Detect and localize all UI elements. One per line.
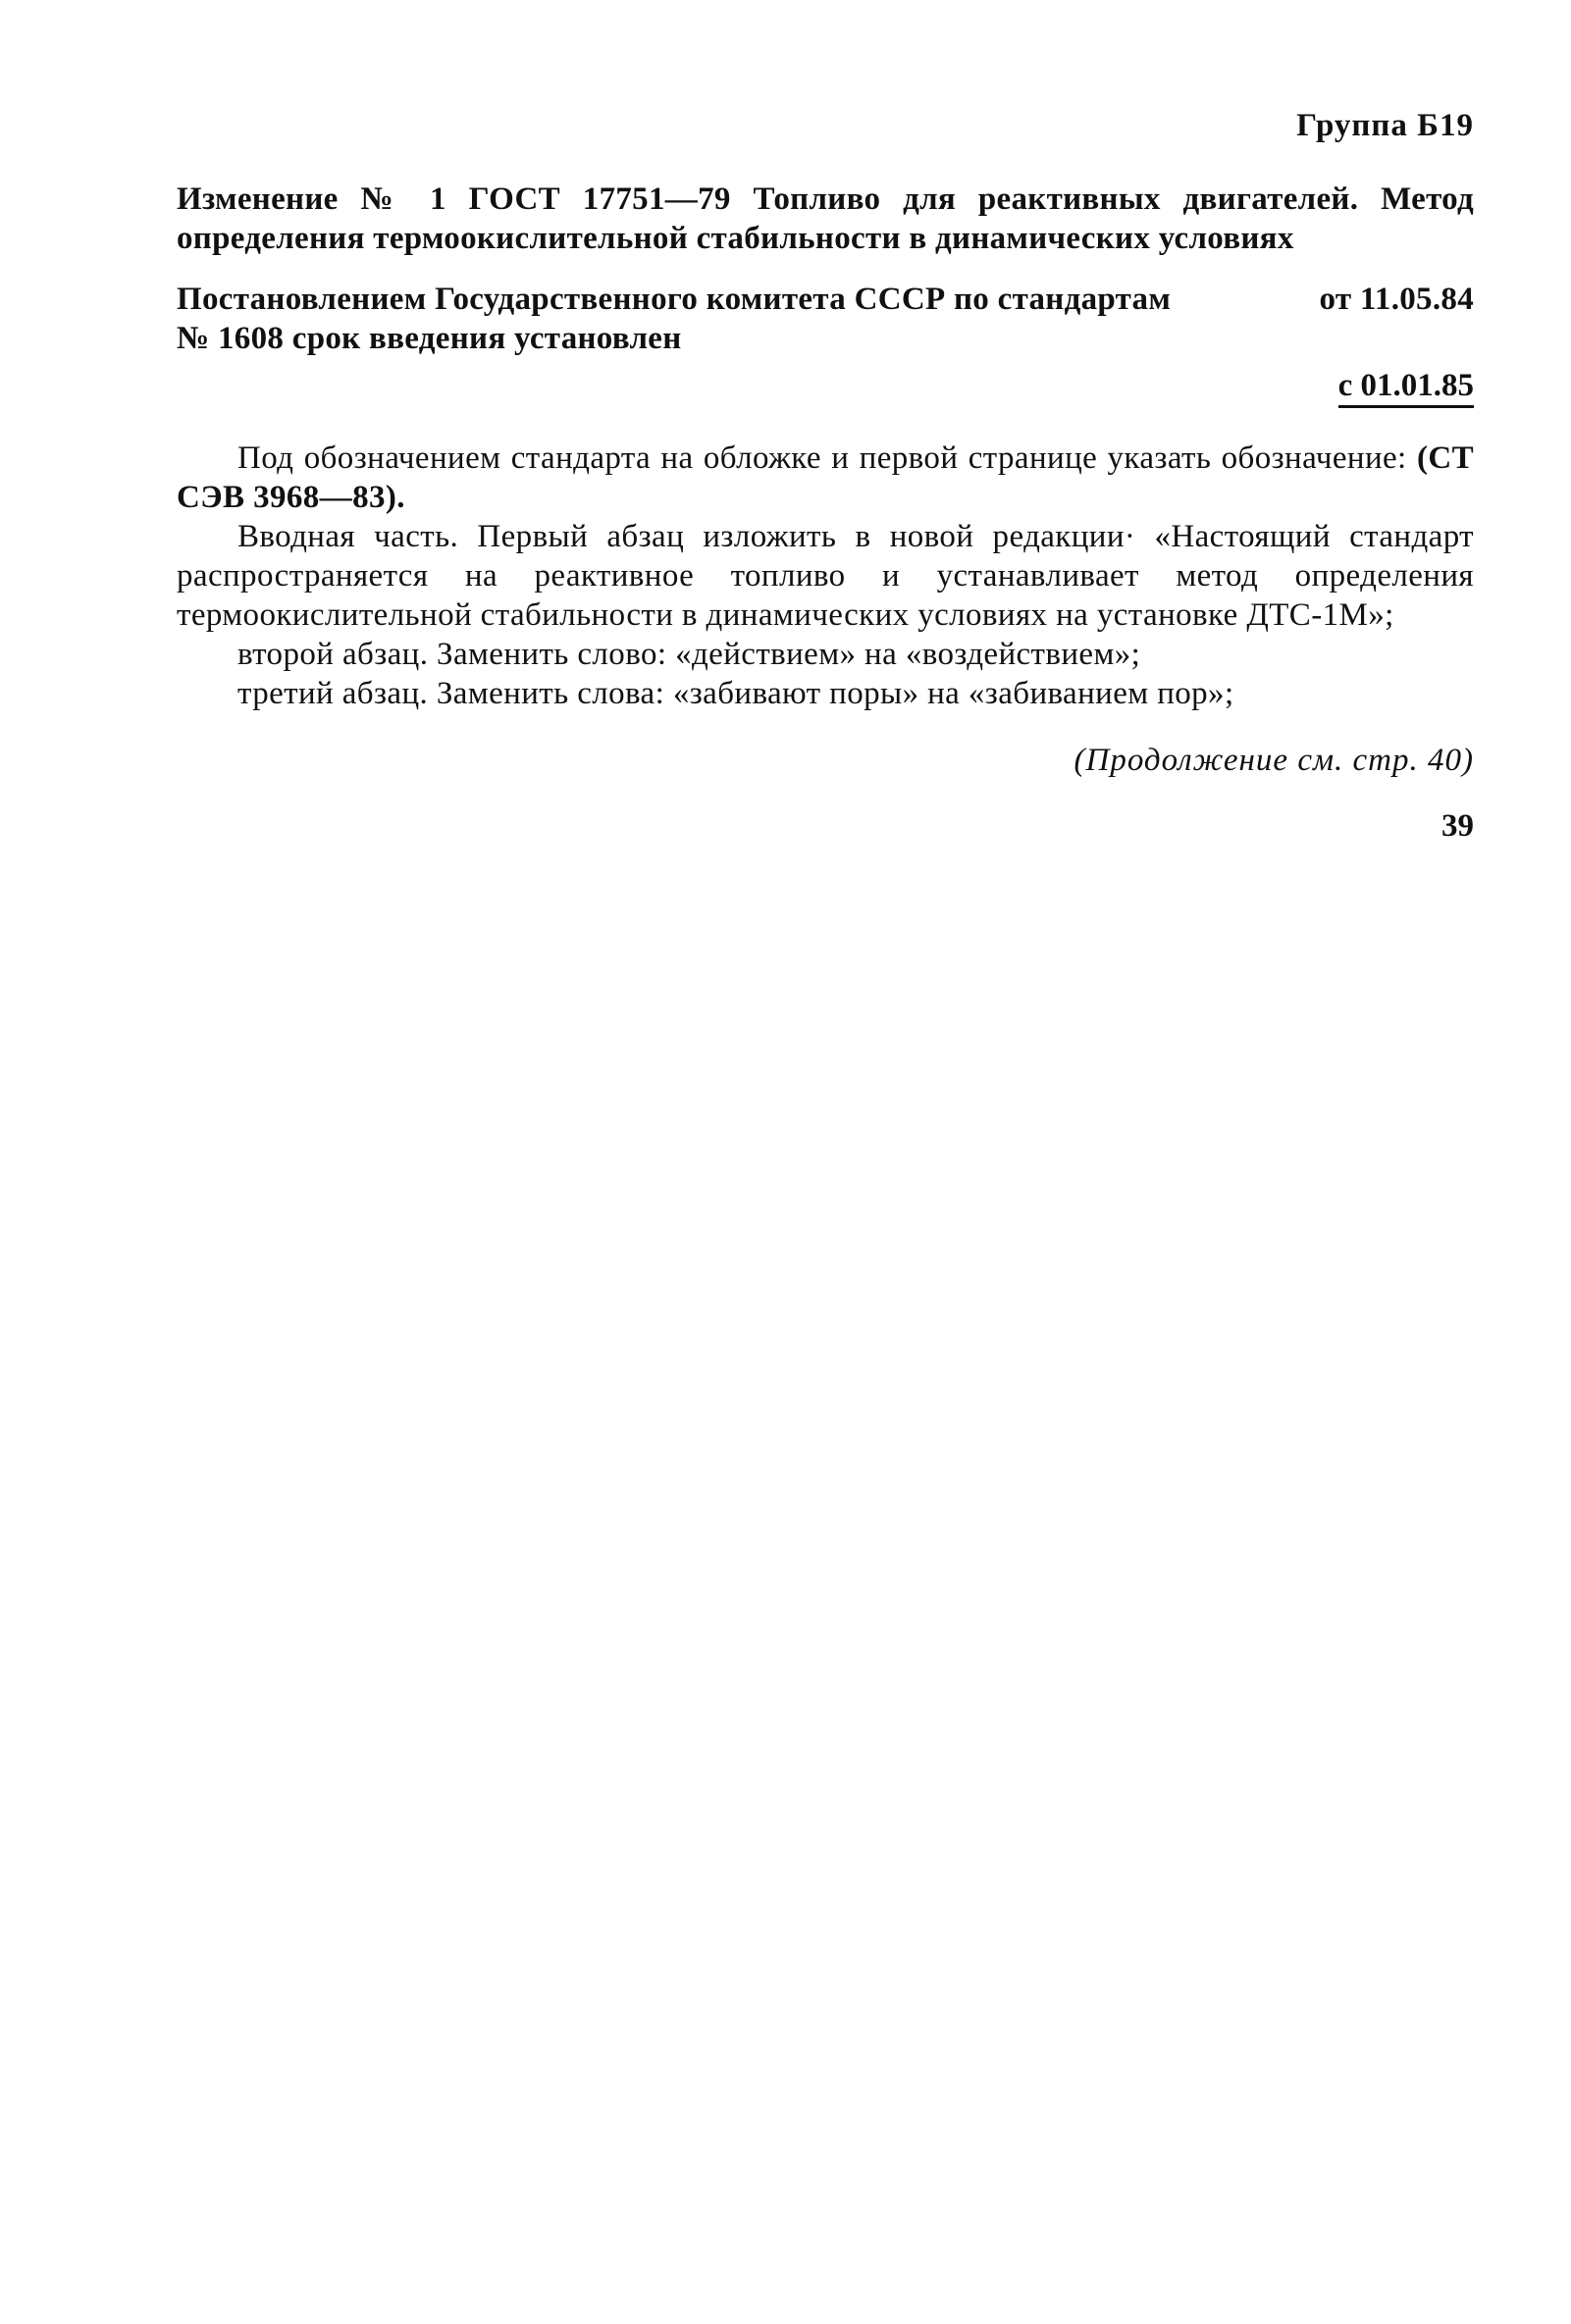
paragraph-1 <box>177 439 1474 517</box>
paragraph-1-text: Под обозначением стандарта на обложке и первой странице указать обозначение: <box>237 440 1417 476</box>
decree-block <box>177 280 1474 358</box>
decree-row <box>177 280 1474 319</box>
amendment-body <box>177 439 1474 713</box>
effective-date-line <box>177 366 1474 405</box>
paragraph-1-designation: (СТ СЭВ 3968—83). <box>177 440 1474 515</box>
amendment-heading: Изменение № 1 ГОСТ 17751—79 Топливо для реактивных двигателей. Метод определения термоокислительной стабильности в динамических условиях <box>177 181 1474 256</box>
decree-authority: Постановлением Государственного комитета СССР по стандартам <box>177 282 1172 317</box>
paragraph-3: второй абзац. Заменить слово: «действием» на «воздействием»; <box>237 637 1141 672</box>
effective-date: с 01.01.85 <box>1338 368 1474 408</box>
paragraph-2: Вводная часть. Первый абзац изложить в новой редакции· «Настоящий стандарт распространяется на реактивное топливо и устанавливает метод определения термоокислительной стабильности в динамических условиях на установке ДТС-1М»; <box>177 519 1474 633</box>
decree-number: № 1608 срок введения установлен <box>177 321 682 356</box>
group-label: Группа Б19 <box>1296 108 1474 143</box>
decree-date: от 11.05.84 <box>1319 282 1474 317</box>
continuation-note: (Продолжение см. стр. 40) <box>1074 743 1474 778</box>
paragraph-4: третий абзац. Заменить слова: «забивают поры» на «забиванием пор»; <box>237 676 1234 711</box>
page-number: 39 <box>1441 808 1474 844</box>
document-page <box>177 108 1474 845</box>
